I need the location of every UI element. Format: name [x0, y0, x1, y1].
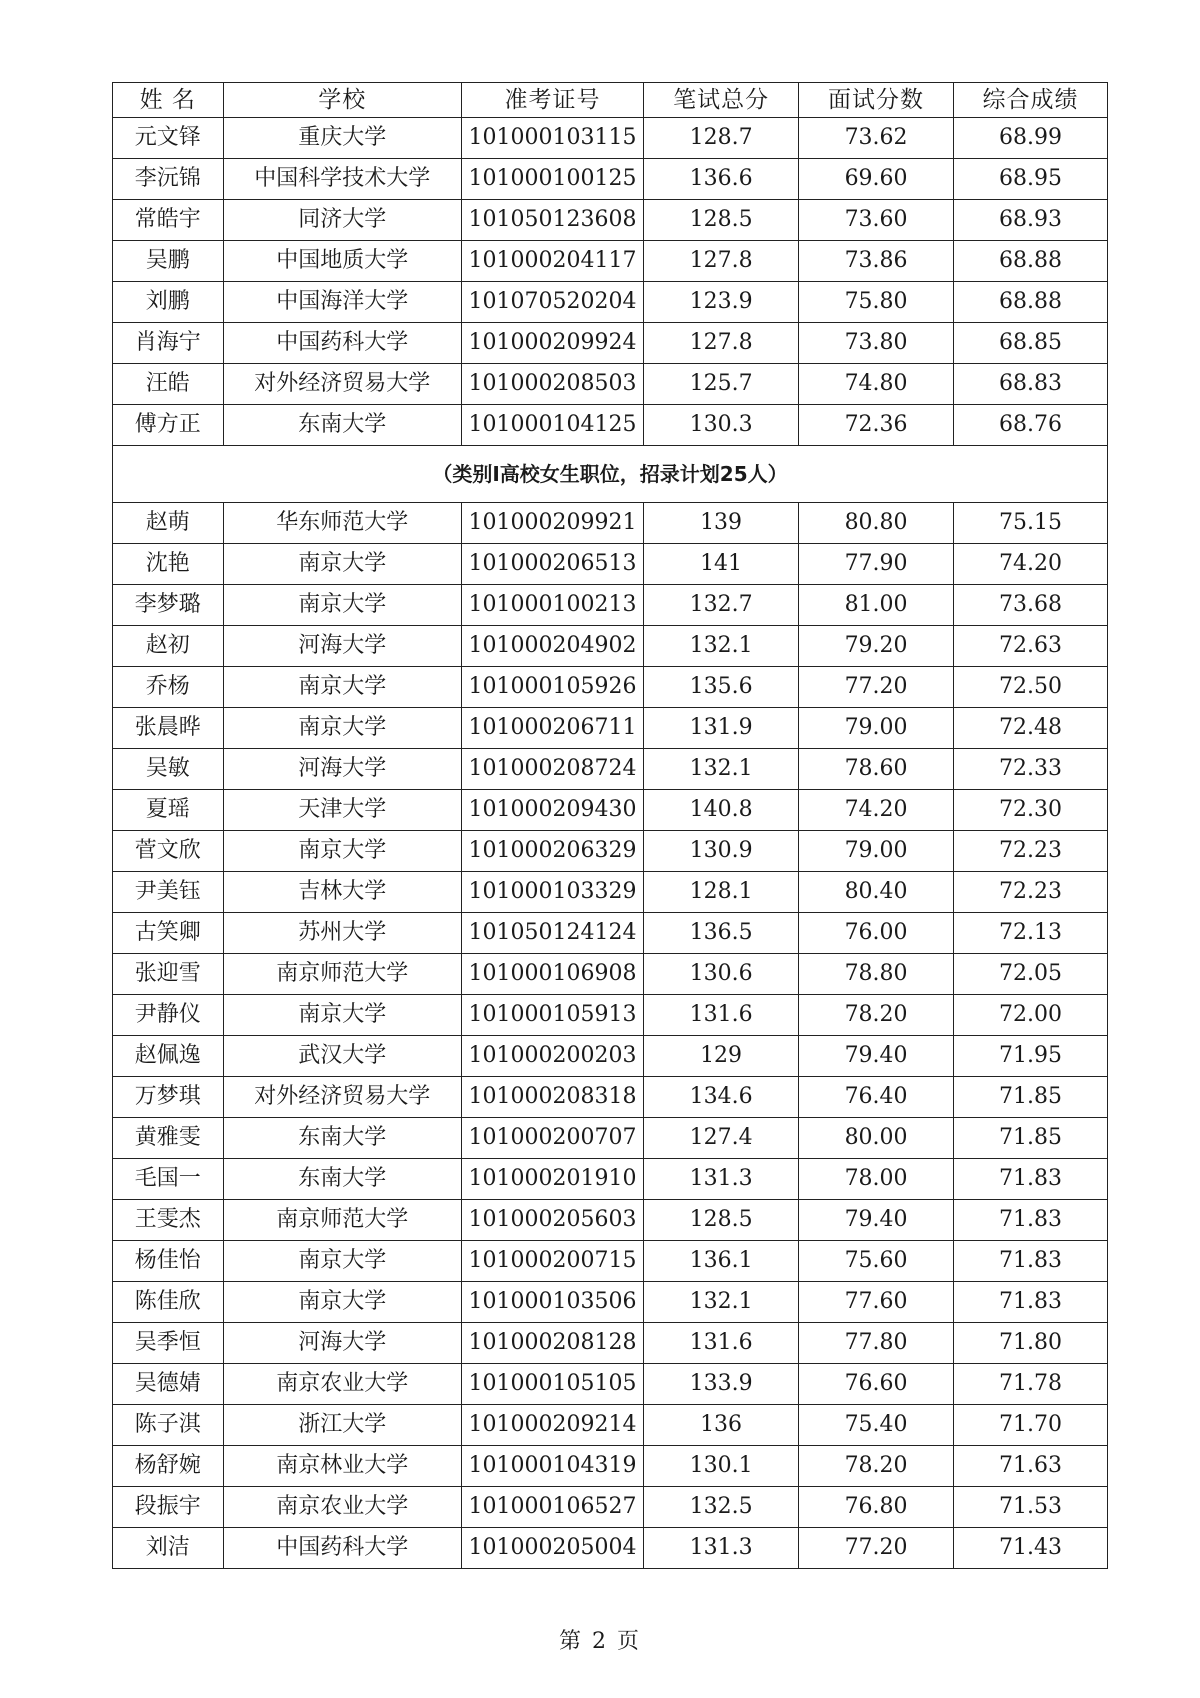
cell-name: 赵萌 [113, 503, 224, 544]
cell-written-score: 136.6 [644, 159, 799, 200]
cell-interview-score: 76.00 [799, 913, 954, 954]
cell-written-score: 136.1 [644, 1241, 799, 1282]
cell-exam-id: 101000103329 [462, 872, 644, 913]
cell-interview-score: 75.60 [799, 1241, 954, 1282]
cell-total-score: 68.88 [954, 241, 1108, 282]
cell-interview-score: 77.20 [799, 667, 954, 708]
table-row [113, 1487, 1108, 1528]
cell-school: 南京农业大学 [223, 1364, 461, 1405]
cell-exam-id: 101000105913 [462, 995, 644, 1036]
cell-total-score: 68.88 [954, 282, 1108, 323]
cell-written-score: 132.7 [644, 585, 799, 626]
cell-exam-id: 101000103115 [462, 118, 644, 159]
table-row [113, 1118, 1108, 1159]
column-header-total-score: 综合成绩 [954, 83, 1108, 118]
cell-school: 吉林大学 [223, 872, 461, 913]
table-row [113, 749, 1108, 790]
table-row [113, 1528, 1108, 1569]
cell-interview-score: 69.60 [799, 159, 954, 200]
cell-name: 吴季恒 [113, 1323, 224, 1364]
table-row [113, 544, 1108, 585]
cell-name: 常皓宇 [113, 200, 224, 241]
cell-school: 中国科学技术大学 [223, 159, 461, 200]
cell-school: 中国药科大学 [223, 1528, 461, 1569]
cell-interview-score: 76.40 [799, 1077, 954, 1118]
cell-exam-id: 101000205603 [462, 1200, 644, 1241]
cell-interview-score: 80.40 [799, 872, 954, 913]
cell-interview-score: 74.80 [799, 364, 954, 405]
cell-school: 南京大学 [223, 1241, 461, 1282]
table-row [113, 667, 1108, 708]
column-header-exam-id: 准考证号 [462, 83, 644, 118]
table-row [113, 241, 1108, 282]
table-row [113, 1446, 1108, 1487]
cell-interview-score: 79.40 [799, 1036, 954, 1077]
cell-school: 南京大学 [223, 708, 461, 749]
cell-written-score: 131.6 [644, 995, 799, 1036]
cell-written-score: 130.6 [644, 954, 799, 995]
table-header-row [113, 83, 1108, 118]
column-header-written-score: 笔试总分 [644, 83, 799, 118]
cell-total-score: 72.05 [954, 954, 1108, 995]
cell-exam-id: 101050123608 [462, 200, 644, 241]
cell-written-score: 127.8 [644, 323, 799, 364]
table-row [113, 708, 1108, 749]
cell-name: 张晨晔 [113, 708, 224, 749]
cell-interview-score: 79.00 [799, 708, 954, 749]
cell-interview-score: 77.60 [799, 1282, 954, 1323]
cell-name: 刘洁 [113, 1528, 224, 1569]
cell-written-score: 130.9 [644, 831, 799, 872]
cell-interview-score: 75.80 [799, 282, 954, 323]
cell-name: 毛国一 [113, 1159, 224, 1200]
cell-school: 南京师范大学 [223, 1200, 461, 1241]
cell-exam-id: 101000103506 [462, 1282, 644, 1323]
cell-exam-id: 101000200715 [462, 1241, 644, 1282]
cell-school: 河海大学 [223, 626, 461, 667]
score-table [112, 82, 1108, 1569]
cell-name: 元文铎 [113, 118, 224, 159]
cell-school: 武汉大学 [223, 1036, 461, 1077]
cell-total-score: 71.83 [954, 1282, 1108, 1323]
cell-written-score: 127.4 [644, 1118, 799, 1159]
cell-exam-id: 101000205004 [462, 1528, 644, 1569]
cell-name: 尹静仪 [113, 995, 224, 1036]
table-row [113, 503, 1108, 544]
cell-written-score: 136 [644, 1405, 799, 1446]
cell-written-score: 130.3 [644, 405, 799, 446]
cell-school: 河海大学 [223, 749, 461, 790]
cell-name: 李梦璐 [113, 585, 224, 626]
column-header-interview-score: 面试分数 [799, 83, 954, 118]
cell-school: 南京大学 [223, 667, 461, 708]
cell-school: 对外经济贸易大学 [223, 364, 461, 405]
cell-exam-id: 101000208503 [462, 364, 644, 405]
table-row [113, 1405, 1108, 1446]
cell-written-score: 133.9 [644, 1364, 799, 1405]
column-header-name: 姓 名 [113, 83, 224, 118]
cell-interview-score: 77.20 [799, 1528, 954, 1569]
cell-interview-score: 74.20 [799, 790, 954, 831]
cell-written-score: 131.6 [644, 1323, 799, 1364]
cell-school: 东南大学 [223, 1159, 461, 1200]
cell-name: 杨佳怡 [113, 1241, 224, 1282]
cell-name: 古笑卿 [113, 913, 224, 954]
cell-exam-id: 101000105105 [462, 1364, 644, 1405]
cell-interview-score: 78.80 [799, 954, 954, 995]
cell-total-score: 71.63 [954, 1446, 1108, 1487]
cell-total-score: 71.80 [954, 1323, 1108, 1364]
cell-total-score: 71.83 [954, 1241, 1108, 1282]
cell-total-score: 68.85 [954, 323, 1108, 364]
cell-exam-id: 101000106908 [462, 954, 644, 995]
cell-interview-score: 73.86 [799, 241, 954, 282]
table-row [113, 1241, 1108, 1282]
cell-interview-score: 77.90 [799, 544, 954, 585]
cell-exam-id: 101000200203 [462, 1036, 644, 1077]
cell-interview-score: 79.20 [799, 626, 954, 667]
cell-written-score: 129 [644, 1036, 799, 1077]
cell-total-score: 68.95 [954, 159, 1108, 200]
cell-school: 华东师范大学 [223, 503, 461, 544]
cell-total-score: 71.70 [954, 1405, 1108, 1446]
cell-exam-id: 101000105926 [462, 667, 644, 708]
table-row [113, 200, 1108, 241]
cell-written-score: 136.5 [644, 913, 799, 954]
table-row [113, 954, 1108, 995]
cell-school: 同济大学 [223, 200, 461, 241]
cell-exam-id: 101070520204 [462, 282, 644, 323]
cell-name: 夏瑶 [113, 790, 224, 831]
table-row [113, 872, 1108, 913]
cell-written-score: 141 [644, 544, 799, 585]
cell-school: 南京大学 [223, 544, 461, 585]
cell-name: 张迎雪 [113, 954, 224, 995]
cell-interview-score: 78.20 [799, 995, 954, 1036]
cell-total-score: 72.50 [954, 667, 1108, 708]
table-row [113, 118, 1108, 159]
cell-written-score: 123.9 [644, 282, 799, 323]
cell-interview-score: 76.60 [799, 1364, 954, 1405]
cell-name: 陈佳欣 [113, 1282, 224, 1323]
cell-school: 南京农业大学 [223, 1487, 461, 1528]
cell-name: 王雯杰 [113, 1200, 224, 1241]
table-row [113, 790, 1108, 831]
cell-written-score: 128.1 [644, 872, 799, 913]
cell-written-score: 130.1 [644, 1446, 799, 1487]
cell-name: 吴鹏 [113, 241, 224, 282]
cell-name: 杨舒婉 [113, 1446, 224, 1487]
cell-total-score: 72.23 [954, 872, 1108, 913]
cell-written-score: 131.3 [644, 1528, 799, 1569]
cell-name: 段振宇 [113, 1487, 224, 1528]
cell-school: 重庆大学 [223, 118, 461, 159]
column-header-school: 学校 [223, 83, 461, 118]
section-row [113, 446, 1108, 503]
table-row [113, 1323, 1108, 1364]
cell-total-score: 71.83 [954, 1200, 1108, 1241]
cell-written-score: 132.1 [644, 626, 799, 667]
table-row [113, 1282, 1108, 1323]
cell-written-score: 128.7 [644, 118, 799, 159]
cell-written-score: 132.5 [644, 1487, 799, 1528]
cell-exam-id: 101000206711 [462, 708, 644, 749]
cell-interview-score: 72.36 [799, 405, 954, 446]
cell-interview-score: 78.00 [799, 1159, 954, 1200]
cell-interview-score: 80.00 [799, 1118, 954, 1159]
cell-exam-id: 101000104125 [462, 405, 644, 446]
cell-name: 刘鹏 [113, 282, 224, 323]
table-row [113, 1077, 1108, 1118]
cell-total-score: 71.95 [954, 1036, 1108, 1077]
cell-exam-id: 101000208128 [462, 1323, 644, 1364]
cell-school: 中国海洋大学 [223, 282, 461, 323]
cell-name: 万梦琪 [113, 1077, 224, 1118]
cell-name: 沈艳 [113, 544, 224, 585]
table-body [113, 118, 1108, 1569]
cell-school: 浙江大学 [223, 1405, 461, 1446]
cell-total-score: 74.20 [954, 544, 1108, 585]
cell-interview-score: 79.00 [799, 831, 954, 872]
cell-total-score: 72.23 [954, 831, 1108, 872]
cell-interview-score: 76.80 [799, 1487, 954, 1528]
cell-interview-score: 77.80 [799, 1323, 954, 1364]
cell-exam-id: 101000208724 [462, 749, 644, 790]
table-row [113, 913, 1108, 954]
cell-school: 东南大学 [223, 405, 461, 446]
table-row [113, 626, 1108, 667]
cell-total-score: 71.85 [954, 1077, 1108, 1118]
cell-name: 肖海宁 [113, 323, 224, 364]
cell-school: 南京大学 [223, 1282, 461, 1323]
cell-exam-id: 101000204902 [462, 626, 644, 667]
cell-school: 中国地质大学 [223, 241, 461, 282]
table-row [113, 1036, 1108, 1077]
table-row [113, 159, 1108, 200]
table-row [113, 1159, 1108, 1200]
cell-total-score: 72.63 [954, 626, 1108, 667]
table-row [113, 1200, 1108, 1241]
cell-exam-id: 101000100125 [462, 159, 644, 200]
cell-written-score: 134.6 [644, 1077, 799, 1118]
cell-interview-score: 73.62 [799, 118, 954, 159]
cell-name: 黄雅雯 [113, 1118, 224, 1159]
cell-total-score: 72.13 [954, 913, 1108, 954]
cell-school: 中国药科大学 [223, 323, 461, 364]
cell-name: 吴德婧 [113, 1364, 224, 1405]
cell-total-score: 72.33 [954, 749, 1108, 790]
cell-name: 乔杨 [113, 667, 224, 708]
cell-name: 吴敏 [113, 749, 224, 790]
cell-total-score: 68.76 [954, 405, 1108, 446]
cell-school: 苏州大学 [223, 913, 461, 954]
cell-interview-score: 79.40 [799, 1200, 954, 1241]
cell-written-score: 132.1 [644, 1282, 799, 1323]
cell-total-score: 71.83 [954, 1159, 1108, 1200]
cell-interview-score: 73.80 [799, 323, 954, 364]
cell-total-score: 68.83 [954, 364, 1108, 405]
section-title: （类别I高校女生职位，招录计划25人） [113, 446, 1108, 503]
cell-name: 汪皓 [113, 364, 224, 405]
table-row [113, 1364, 1108, 1405]
cell-name: 尹美钰 [113, 872, 224, 913]
table-row [113, 995, 1108, 1036]
table-row [113, 282, 1108, 323]
cell-exam-id: 101000200707 [462, 1118, 644, 1159]
cell-written-score: 131.9 [644, 708, 799, 749]
cell-interview-score: 78.60 [799, 749, 954, 790]
cell-exam-id: 101000106527 [462, 1487, 644, 1528]
cell-name: 陈子淇 [113, 1405, 224, 1446]
cell-exam-id: 101050124124 [462, 913, 644, 954]
cell-written-score: 128.5 [644, 200, 799, 241]
cell-total-score: 68.93 [954, 200, 1108, 241]
cell-exam-id: 101000100213 [462, 585, 644, 626]
cell-total-score: 72.48 [954, 708, 1108, 749]
cell-school: 南京大学 [223, 995, 461, 1036]
cell-written-score: 128.5 [644, 1200, 799, 1241]
table-row [113, 585, 1108, 626]
cell-interview-score: 75.40 [799, 1405, 954, 1446]
cell-written-score: 131.3 [644, 1159, 799, 1200]
cell-written-score: 125.7 [644, 364, 799, 405]
cell-total-score: 73.68 [954, 585, 1108, 626]
cell-school: 东南大学 [223, 1118, 461, 1159]
cell-exam-id: 101000104319 [462, 1446, 644, 1487]
cell-exam-id: 101000201910 [462, 1159, 644, 1200]
cell-exam-id: 101000209214 [462, 1405, 644, 1446]
cell-total-score: 71.85 [954, 1118, 1108, 1159]
cell-school: 对外经济贸易大学 [223, 1077, 461, 1118]
cell-exam-id: 101000209921 [462, 503, 644, 544]
cell-written-score: 139 [644, 503, 799, 544]
cell-school: 南京师范大学 [223, 954, 461, 995]
cell-written-score: 135.6 [644, 667, 799, 708]
cell-exam-id: 101000204117 [462, 241, 644, 282]
cell-total-score: 68.99 [954, 118, 1108, 159]
cell-interview-score: 73.60 [799, 200, 954, 241]
cell-school: 南京大学 [223, 585, 461, 626]
cell-interview-score: 81.00 [799, 585, 954, 626]
table-row [113, 831, 1108, 872]
cell-school: 河海大学 [223, 1323, 461, 1364]
page-number: 第 2 页 [559, 1629, 641, 1654]
cell-name: 赵佩逸 [113, 1036, 224, 1077]
cell-total-score: 71.53 [954, 1487, 1108, 1528]
cell-total-score: 72.00 [954, 995, 1108, 1036]
cell-exam-id: 101000206513 [462, 544, 644, 585]
cell-written-score: 132.1 [644, 749, 799, 790]
cell-name: 菅文欣 [113, 831, 224, 872]
cell-total-score: 72.30 [954, 790, 1108, 831]
cell-exam-id: 101000208318 [462, 1077, 644, 1118]
cell-school: 天津大学 [223, 790, 461, 831]
cell-exam-id: 101000209430 [462, 790, 644, 831]
cell-written-score: 127.8 [644, 241, 799, 282]
cell-school: 南京大学 [223, 831, 461, 872]
cell-name: 赵初 [113, 626, 224, 667]
cell-name: 李沅锦 [113, 159, 224, 200]
cell-school: 南京林业大学 [223, 1446, 461, 1487]
table-row [113, 405, 1108, 446]
cell-total-score: 75.15 [954, 503, 1108, 544]
cell-written-score: 140.8 [644, 790, 799, 831]
cell-total-score: 71.78 [954, 1364, 1108, 1405]
cell-total-score: 71.43 [954, 1528, 1108, 1569]
table-row [113, 364, 1108, 405]
table-row [113, 323, 1108, 364]
cell-exam-id: 101000206329 [462, 831, 644, 872]
cell-exam-id: 101000209924 [462, 323, 644, 364]
cell-interview-score: 78.20 [799, 1446, 954, 1487]
cell-name: 傅方正 [113, 405, 224, 446]
cell-interview-score: 80.80 [799, 503, 954, 544]
